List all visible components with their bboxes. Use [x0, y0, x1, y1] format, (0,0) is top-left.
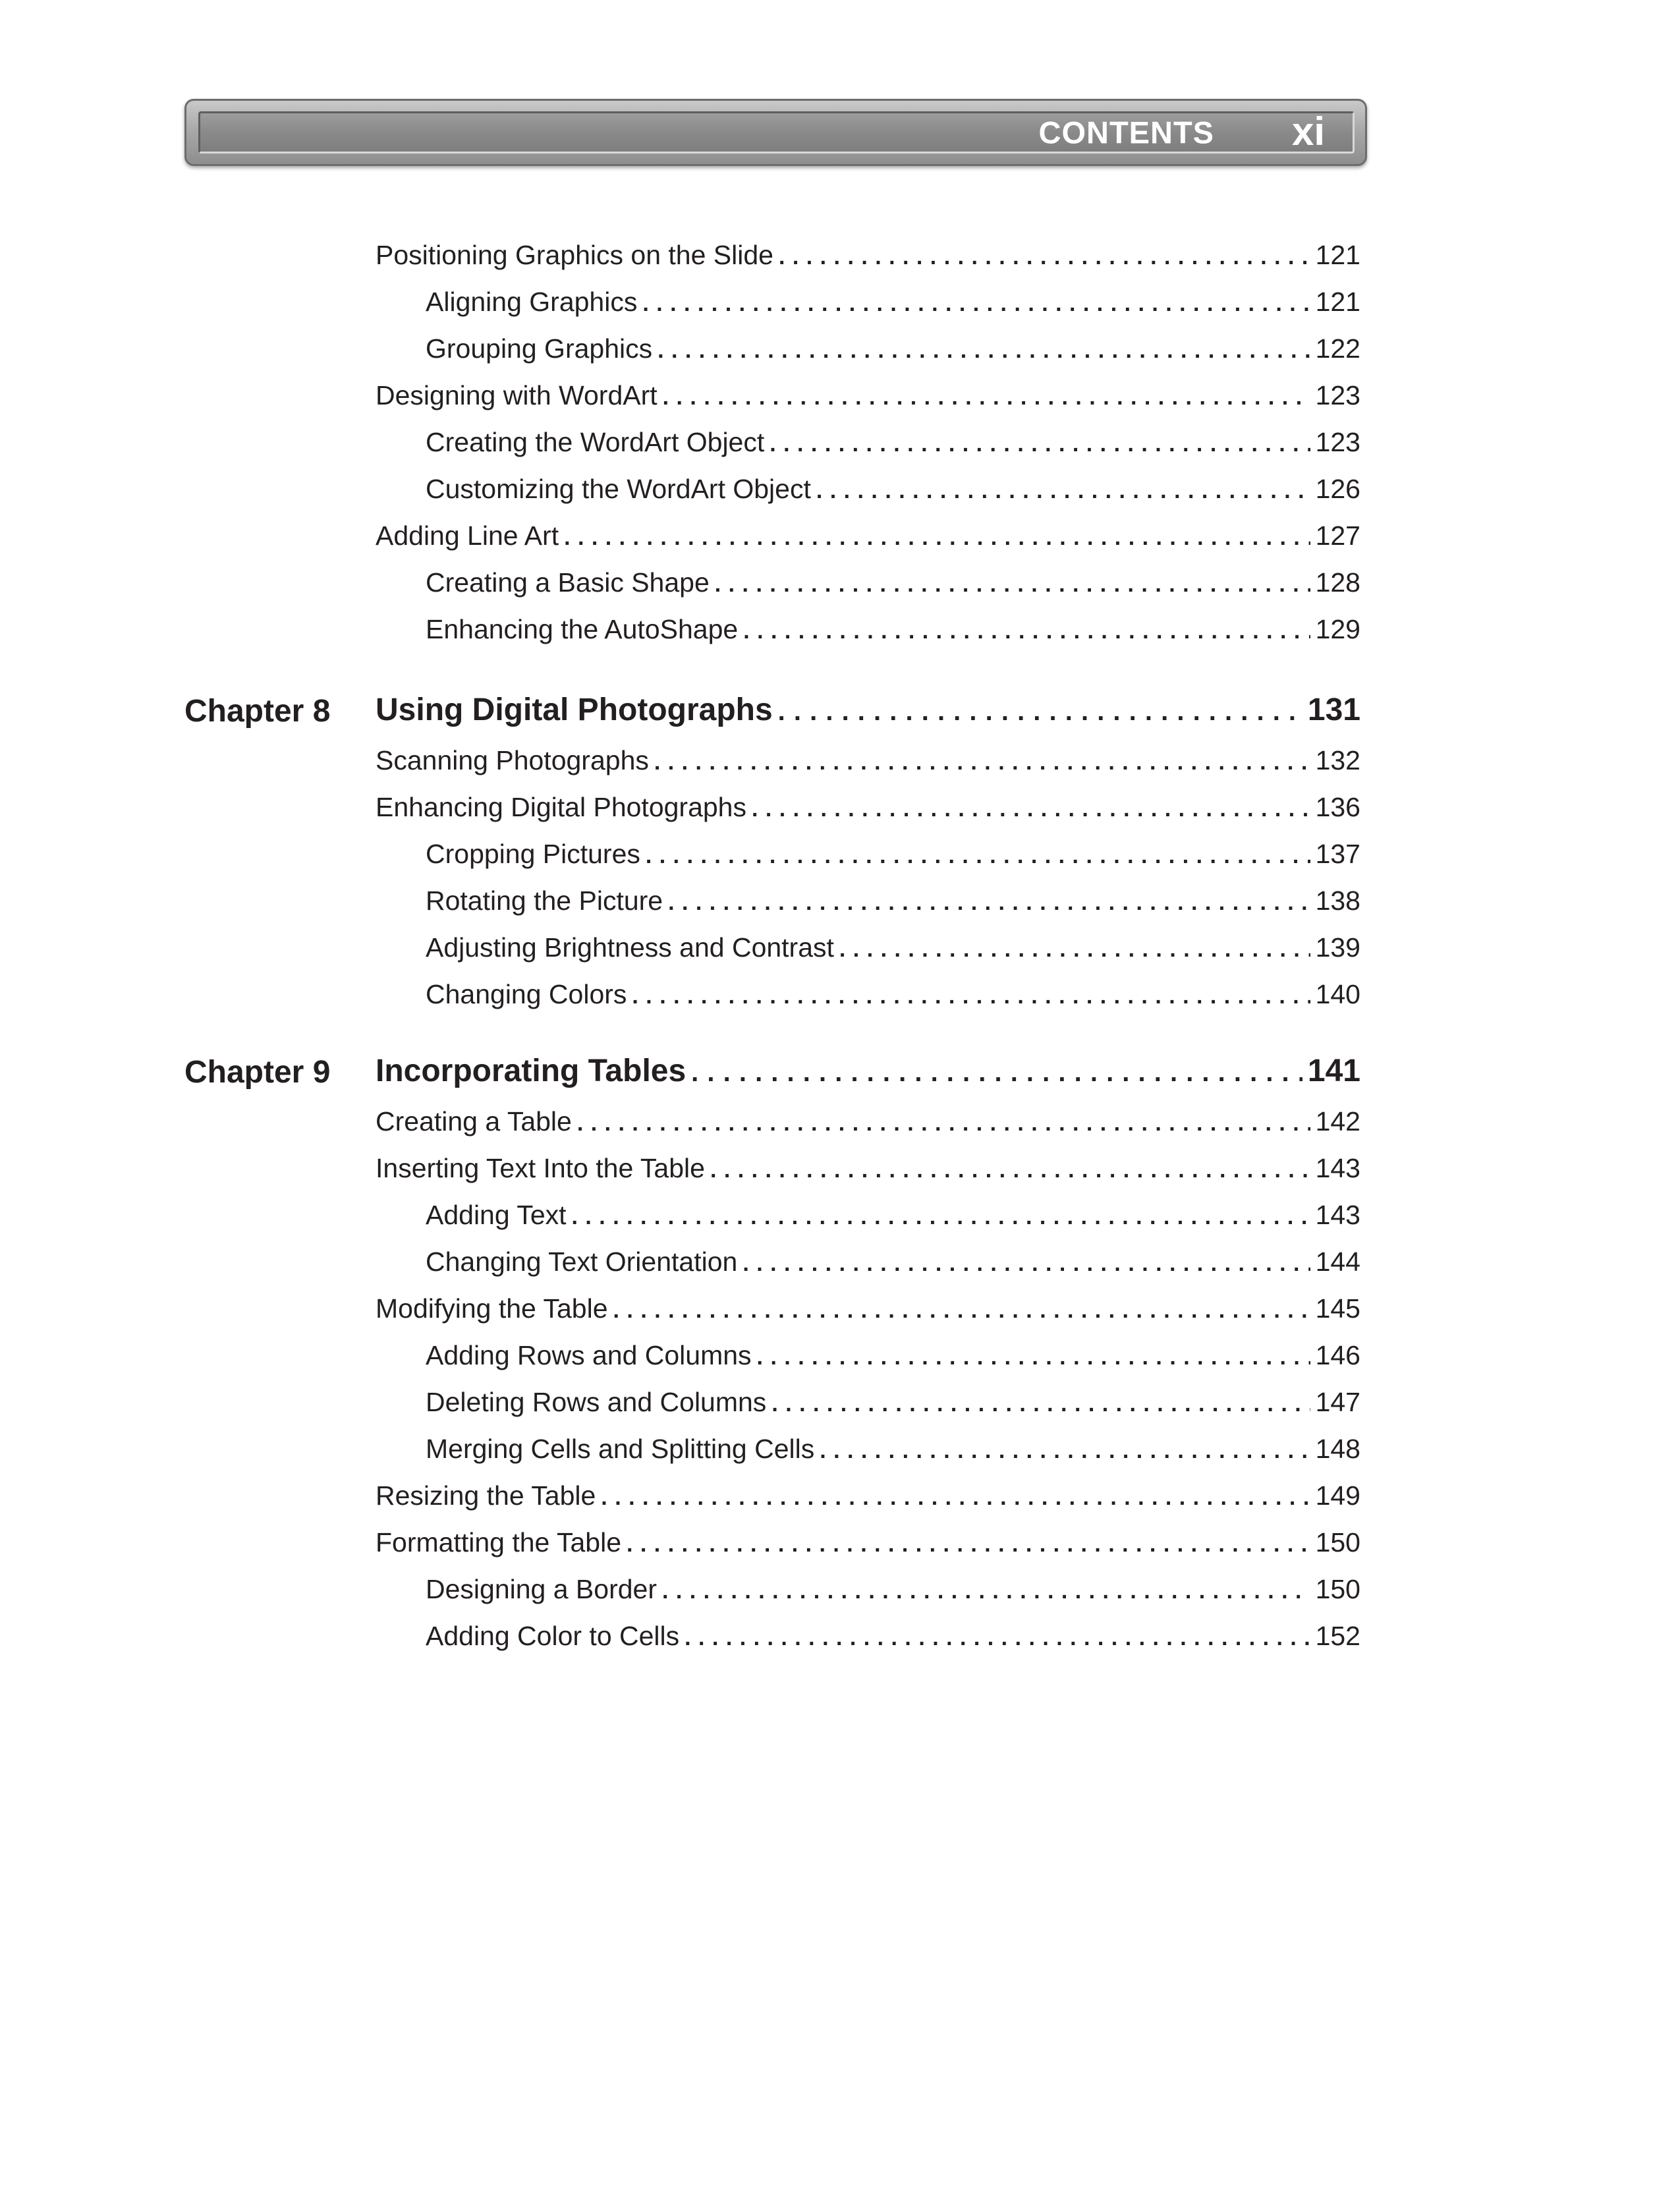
chapter-title: Incorporating Tables: [376, 1053, 686, 1088]
toc-entry[interactable]: [426, 1247, 1360, 1286]
toc-entry-page: 121: [1315, 287, 1360, 317]
running-header-page-number: xi: [1291, 109, 1325, 154]
toc-entry[interactable]: [376, 1293, 1360, 1333]
toc-entry-title: Creating the WordArt Object: [426, 427, 765, 457]
toc-entry[interactable]: [426, 427, 1360, 466]
toc-entry[interactable]: [426, 932, 1360, 972]
toc-entry-page: 150: [1315, 1527, 1360, 1557]
toc-entry-title: Formatting the Table: [376, 1527, 622, 1557]
toc-entry-page: 147: [1315, 1387, 1360, 1417]
toc-dot-leader: [771, 1391, 1310, 1417]
toc-dot-leader: [642, 291, 1310, 317]
toc-entry[interactable]: [376, 1527, 1360, 1567]
toc-dot-leader: [663, 385, 1310, 410]
toc-entry[interactable]: [426, 885, 1360, 925]
running-header-title: CONTENTS: [1038, 115, 1214, 150]
chapter-label: Chapter 8: [184, 694, 331, 729]
toc-entry-title: Grouping Graphics: [426, 333, 653, 364]
toc-entry[interactable]: [426, 1574, 1360, 1613]
toc-dot-leader: [820, 1438, 1310, 1464]
toc-dot-leader: [752, 797, 1310, 822]
toc-dot-leader: [662, 1579, 1310, 1604]
toc-entry-page: 126: [1315, 474, 1360, 504]
toc-entry-page: 143: [1315, 1153, 1360, 1183]
toc-entry-page: 148: [1315, 1434, 1360, 1464]
toc-entry[interactable]: [426, 474, 1360, 513]
toc-entry-title: Scanning Photographs: [376, 745, 649, 775]
toc-entry-page: 137: [1315, 839, 1360, 869]
toc-entry[interactable]: [426, 287, 1360, 326]
toc-entry-page: 121: [1315, 240, 1360, 270]
toc-dot-leader: [632, 984, 1310, 1009]
toc-dot-leader: [685, 1625, 1310, 1651]
toc-entry-title: Positioning Graphics on the Slide: [376, 240, 773, 270]
toc-entry-page: 145: [1315, 1293, 1360, 1324]
toc-entry-page: 136: [1315, 792, 1360, 822]
toc-entry-title: Adjusting Brightness and Contrast: [426, 932, 834, 963]
toc-dot-leader: [658, 338, 1310, 364]
toc-entry-title: Inserting Text Into the Table: [376, 1153, 705, 1183]
chapter-title-entry[interactable]: [376, 692, 1360, 731]
toc-entry-page: 152: [1315, 1621, 1360, 1651]
toc-entry-title: Adding Color to Cells: [426, 1621, 680, 1651]
toc-entry-page: 129: [1315, 614, 1360, 644]
toc-dot-leader: [627, 1532, 1310, 1557]
toc-dot-leader: [757, 1345, 1310, 1370]
toc-entry-title: Rotating the Picture: [426, 885, 663, 916]
toc-dot-leader: [743, 619, 1310, 644]
toc-entry-title: Adding Text: [426, 1200, 567, 1230]
toc-dot-leader: [654, 750, 1310, 775]
toc-entry[interactable]: [376, 1153, 1360, 1192]
toc-dot-leader: [778, 697, 1302, 727]
toc-entry-title: Enhancing the AutoShape: [426, 614, 739, 644]
toc-entry-page: 144: [1315, 1247, 1360, 1277]
toc-entry-title: Designing with WordArt: [376, 380, 658, 410]
toc-entry[interactable]: [426, 333, 1360, 373]
toc-entry-title: Aligning Graphics: [426, 287, 638, 317]
toc-entry-title: Creating a Basic Shape: [426, 567, 710, 598]
toc-entry[interactable]: [426, 1387, 1360, 1426]
toc-dot-leader: [715, 572, 1310, 598]
toc-entry[interactable]: [376, 520, 1360, 560]
toc-dot-leader: [572, 1204, 1310, 1230]
toc-dot-leader: [779, 244, 1310, 270]
toc-entry-title: Resizing the Table: [376, 1480, 596, 1511]
toc-entry-page: 138: [1315, 885, 1360, 916]
toc-dot-leader: [816, 478, 1310, 504]
toc-dot-leader: [564, 525, 1310, 551]
chapter-page: 141: [1307, 1053, 1360, 1088]
toc-dot-leader: [770, 432, 1310, 457]
toc-entry-title: Deleting Rows and Columns: [426, 1387, 767, 1417]
toc-entry-page: 143: [1315, 1200, 1360, 1230]
toc-entry-page: 128: [1315, 567, 1360, 598]
toc-dot-leader: [613, 1298, 1310, 1324]
toc-entry-page: 123: [1315, 380, 1360, 410]
toc-entry-page: 127: [1315, 520, 1360, 551]
toc-entry-title: Enhancing Digital Photographs: [376, 792, 746, 822]
toc-entry-title: Merging Cells and Splitting Cells: [426, 1434, 815, 1464]
toc-entry-page: 139: [1315, 932, 1360, 963]
toc-entry-title: Cropping Pictures: [426, 839, 640, 869]
toc-entry-title: Changing Text Orientation: [426, 1247, 738, 1277]
toc-entry-page: 123: [1315, 427, 1360, 457]
toc-dot-leader: [577, 1111, 1310, 1136]
toc-entry[interactable]: [376, 380, 1360, 420]
running-header-inner-panel: [198, 111, 1355, 154]
toc-dot-leader: [668, 890, 1310, 916]
toc-entry[interactable]: [376, 1480, 1360, 1520]
toc-entry-title: Customizing the WordArt Object: [426, 474, 811, 504]
toc-entry[interactable]: [426, 1200, 1360, 1239]
toc-dot-leader: [742, 1251, 1310, 1277]
chapter-label: Chapter 9: [184, 1055, 331, 1090]
toc-entry[interactable]: [426, 1621, 1360, 1660]
toc-entry-page: 122: [1315, 333, 1360, 364]
chapter-title: Using Digital Photographs: [376, 692, 773, 727]
running-header-bar: [184, 99, 1367, 166]
toc-entry-title: Adding Line Art: [376, 520, 559, 551]
toc-entry-title: Designing a Border: [426, 1574, 657, 1604]
toc-entry[interactable]: [426, 567, 1360, 607]
toc-entry[interactable]: [426, 979, 1360, 1019]
toc-entry[interactable]: [376, 1106, 1360, 1146]
toc-entry[interactable]: [376, 745, 1360, 785]
toc-entry[interactable]: [426, 1340, 1360, 1380]
chapter-page: 131: [1307, 692, 1360, 727]
toc-entry-page: 146: [1315, 1340, 1360, 1370]
toc-entry-page: 149: [1315, 1480, 1360, 1511]
toc-entry[interactable]: [426, 839, 1360, 878]
toc-entry-title: Changing Colors: [426, 979, 627, 1009]
toc-entry[interactable]: [376, 240, 1360, 279]
toc-dot-leader: [646, 843, 1310, 869]
toc-entry-page: 150: [1315, 1574, 1360, 1604]
toc-dot-leader: [601, 1485, 1310, 1511]
toc-entry-title: Modifying the Table: [376, 1293, 608, 1324]
toc-entry-page: 140: [1315, 979, 1360, 1009]
toc-dot-leader: [691, 1058, 1302, 1088]
toc-entry[interactable]: [426, 1434, 1360, 1473]
toc-entry[interactable]: [376, 792, 1360, 831]
toc-entry-title: Creating a Table: [376, 1106, 572, 1136]
chapter-title-entry[interactable]: [376, 1053, 1360, 1092]
toc-entry-page: 142: [1315, 1106, 1360, 1136]
toc-dot-leader: [710, 1158, 1310, 1183]
toc-entry-page: 132: [1315, 745, 1360, 775]
toc-entry-title: Adding Rows and Columns: [426, 1340, 752, 1370]
toc-dot-leader: [839, 937, 1310, 963]
toc-entry[interactable]: [426, 614, 1360, 654]
